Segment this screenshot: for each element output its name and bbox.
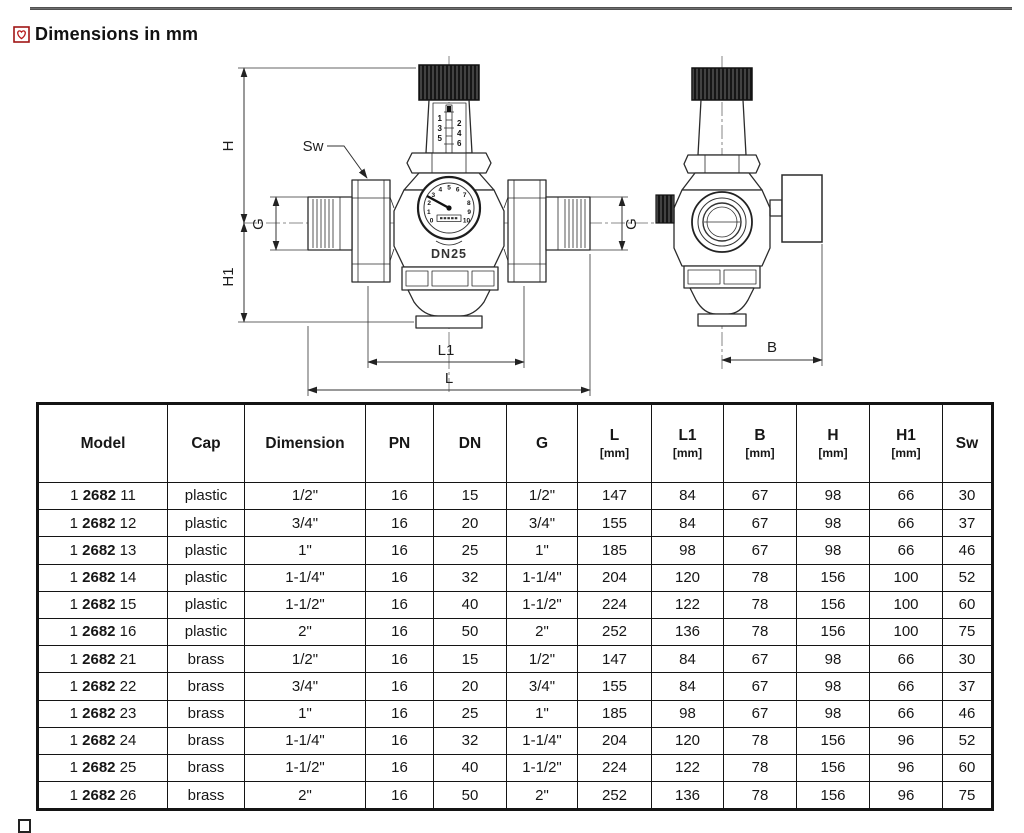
col-header-pn: PN [366, 404, 434, 483]
cell-g: 1-1/2" [507, 591, 578, 618]
gauge-number: 2 [427, 200, 432, 208]
cell-h: 98 [797, 510, 870, 537]
cell-cap: plastic [168, 510, 245, 537]
table-row [38, 537, 993, 564]
cell-pn: 16 [366, 537, 434, 564]
cell-g: 3/4" [507, 510, 578, 537]
cell-dimension: 1/2" [245, 646, 366, 673]
cell-dimension: 3/4" [245, 510, 366, 537]
cell-dn: 20 [434, 673, 507, 700]
cell-sw: 46 [943, 537, 993, 564]
cell-pn: 16 [366, 564, 434, 591]
cell-b: 78 [724, 564, 797, 591]
col-header-dn: DN [434, 404, 507, 483]
cell-dimension: 1-1/4" [245, 564, 366, 591]
cell-h: 156 [797, 754, 870, 781]
cell-h: 98 [797, 673, 870, 700]
top-rule [30, 7, 1012, 10]
cell-l1: 98 [652, 537, 724, 564]
cell-pn: 16 [366, 483, 434, 510]
technical-drawing [0, 50, 1024, 400]
cell-h1: 96 [870, 782, 943, 810]
cell-sw: 30 [943, 646, 993, 673]
cell-g: 1-1/4" [507, 564, 578, 591]
cell-dn: 40 [434, 591, 507, 618]
cell-l1: 122 [652, 754, 724, 781]
heart-logo-icon [13, 26, 30, 43]
cell-model: 1 2682 21 [38, 646, 168, 673]
side-adjustment-knob [692, 68, 752, 100]
cell-model: 1 2682 22 [38, 673, 168, 700]
gauge-number: 1 [426, 209, 431, 217]
cell-l1: 84 [652, 483, 724, 510]
cell-h1: 66 [870, 700, 943, 727]
cell-l: 252 [578, 782, 652, 810]
cell-l1: 84 [652, 673, 724, 700]
front-view [220, 56, 672, 396]
cell-cap: brass [168, 782, 245, 810]
gauge-number: 4 [438, 186, 443, 194]
cell-sw: 60 [943, 754, 993, 781]
cell-b: 67 [724, 700, 797, 727]
col-header-dimension: Dimension [245, 404, 366, 483]
cell-dimension: 1-1/4" [245, 727, 366, 754]
dim-label-g-left: G [250, 218, 267, 230]
cell-pn: 16 [366, 700, 434, 727]
cell-model: 1 2682 23 [38, 700, 168, 727]
cell-h1: 100 [870, 564, 943, 591]
adjustment-knob [419, 65, 479, 100]
cell-h1: 66 [870, 510, 943, 537]
gauge-number: 8 [466, 200, 471, 208]
dim-label-h: H [220, 140, 237, 152]
gauge-number: 6 [455, 186, 460, 194]
cell-model: 1 2682 13 [38, 537, 168, 564]
cell-model: 1 2682 12 [38, 510, 168, 537]
scale-number: 1 [437, 114, 442, 123]
cell-b: 67 [724, 510, 797, 537]
cell-h: 156 [797, 591, 870, 618]
cell-pn: 16 [366, 646, 434, 673]
cell-h1: 100 [870, 618, 943, 645]
cell-pn: 16 [366, 510, 434, 537]
cell-model: 1 2682 24 [38, 727, 168, 754]
cell-pn: 16 [366, 754, 434, 781]
cell-g: 1" [507, 537, 578, 564]
cell-sw: 60 [943, 591, 993, 618]
cell-l: 155 [578, 673, 652, 700]
lower-housing [402, 267, 498, 328]
cell-cap: plastic [168, 564, 245, 591]
cell-cap: plastic [168, 618, 245, 645]
col-header-b: B [mm] [724, 404, 797, 483]
cell-g: 1" [507, 700, 578, 727]
cell-h1: 66 [870, 646, 943, 673]
cell-h: 156 [797, 782, 870, 810]
table-body [38, 483, 993, 810]
cell-l: 252 [578, 618, 652, 645]
table-row [38, 646, 993, 673]
scale-number: 6 [457, 139, 462, 148]
table-row [38, 782, 993, 810]
cell-dimension: 1" [245, 537, 366, 564]
cell-dimension: 1-1/2" [245, 754, 366, 781]
cell-h1: 96 [870, 754, 943, 781]
col-header-l: L [mm] [578, 404, 652, 483]
cell-h: 156 [797, 618, 870, 645]
cell-b: 67 [724, 483, 797, 510]
table-row [38, 591, 993, 618]
cell-b: 78 [724, 727, 797, 754]
cell-g: 2" [507, 782, 578, 810]
cell-l: 204 [578, 564, 652, 591]
cell-dimension: 1" [245, 700, 366, 727]
gauge-number: 3 [431, 192, 436, 200]
gauge-connector-stub [770, 200, 782, 216]
port-opening [692, 192, 752, 252]
cell-sw: 52 [943, 727, 993, 754]
dimension-g-left [250, 197, 308, 250]
gauge-number: 5 [447, 184, 451, 192]
cell-g: 3/4" [507, 673, 578, 700]
cell-dimension: 2" [245, 782, 366, 810]
cell-l: 147 [578, 646, 652, 673]
cell-dn: 32 [434, 564, 507, 591]
cell-pn: 16 [366, 673, 434, 700]
cell-dn: 25 [434, 700, 507, 727]
cell-g: 1/2" [507, 483, 578, 510]
scale-number: 2 [457, 119, 462, 128]
cell-g: 1-1/2" [507, 754, 578, 781]
cell-h: 156 [797, 564, 870, 591]
cell-dn: 20 [434, 510, 507, 537]
dim-label-g-right: G [623, 218, 640, 230]
cell-cap: plastic [168, 591, 245, 618]
cell-dn: 25 [434, 537, 507, 564]
cell-model: 1 2682 11 [38, 483, 168, 510]
cell-h1: 66 [870, 483, 943, 510]
cell-g: 1/2" [507, 646, 578, 673]
cell-model: 1 2682 14 [38, 564, 168, 591]
cell-h: 98 [797, 537, 870, 564]
table-row [38, 727, 993, 754]
cell-l1: 120 [652, 564, 724, 591]
col-header-cap: Cap [168, 404, 245, 483]
cell-l1: 98 [652, 700, 724, 727]
cell-cap: brass [168, 673, 245, 700]
cell-l1: 120 [652, 727, 724, 754]
cell-model: 1 2682 26 [38, 782, 168, 810]
cell-dimension: 3/4" [245, 673, 366, 700]
table-header-row [38, 404, 993, 483]
table-row [38, 673, 993, 700]
side-view [656, 56, 822, 372]
page-title: Dimensions in mm [35, 24, 199, 44]
cell-sw: 52 [943, 564, 993, 591]
table-row [38, 700, 993, 727]
cell-l: 224 [578, 754, 652, 781]
dn-size-label: DN25 [431, 247, 467, 261]
cell-pn: 16 [366, 591, 434, 618]
dim-label-l1: L1 [437, 342, 455, 359]
cell-dn: 50 [434, 782, 507, 810]
cell-sw: 75 [943, 618, 993, 645]
col-header-h: H [mm] [797, 404, 870, 483]
cell-h1: 66 [870, 537, 943, 564]
cell-cap: plastic [168, 537, 245, 564]
gauge-number: 7 [462, 192, 467, 200]
cell-dn: 50 [434, 618, 507, 645]
gauge-side-block [782, 175, 822, 242]
side-small-knob [656, 195, 674, 223]
cell-b: 78 [724, 782, 797, 810]
cell-l: 155 [578, 510, 652, 537]
hex-nut [407, 153, 491, 173]
page-edge-mark [18, 819, 31, 833]
col-header-sw: Sw [943, 404, 993, 483]
cell-l: 204 [578, 727, 652, 754]
cell-h1: 100 [870, 591, 943, 618]
scale-number: 4 [457, 129, 462, 138]
table-row [38, 754, 993, 781]
cell-cap: brass [168, 700, 245, 727]
cell-cap: plastic [168, 483, 245, 510]
cell-b: 78 [724, 754, 797, 781]
union-nut-left [352, 180, 390, 282]
table-row [38, 510, 993, 537]
cell-cap: brass [168, 646, 245, 673]
threaded-end-left [308, 197, 352, 250]
cell-model: 1 2682 16 [38, 618, 168, 645]
side-lower-housing [684, 266, 760, 326]
cell-l1: 84 [652, 646, 724, 673]
cell-pn: 16 [366, 727, 434, 754]
sw-callout [303, 138, 367, 178]
col-header-g: G [507, 404, 578, 483]
dimension-g-right [590, 197, 640, 250]
cell-dn: 32 [434, 727, 507, 754]
dimensions-table [36, 402, 994, 811]
dim-label-l: L [444, 370, 454, 387]
cell-l: 185 [578, 537, 652, 564]
cell-h: 98 [797, 646, 870, 673]
cell-h1: 66 [870, 673, 943, 700]
cell-h: 98 [797, 483, 870, 510]
cell-dimension: 1/2" [245, 483, 366, 510]
cell-g: 1-1/4" [507, 727, 578, 754]
gauge-number: 0 [429, 217, 434, 225]
cell-cap: brass [168, 727, 245, 754]
cell-dn: 40 [434, 754, 507, 781]
setting-scale [426, 100, 472, 153]
dim-label-sw: Sw [302, 138, 324, 155]
valve-drawing-svg [0, 50, 1024, 400]
cell-h1: 96 [870, 727, 943, 754]
gauge-number: 10 [462, 217, 471, 225]
threaded-end-right [546, 197, 590, 250]
col-header-model: Model [38, 404, 168, 483]
title-bar [13, 24, 198, 45]
cell-sw: 46 [943, 700, 993, 727]
cell-model: 1 2682 15 [38, 591, 168, 618]
cell-dn: 15 [434, 646, 507, 673]
cell-h: 156 [797, 727, 870, 754]
cell-h: 98 [797, 700, 870, 727]
cell-b: 78 [724, 618, 797, 645]
col-header-h1: H1 [mm] [870, 404, 943, 483]
col-header-l1: L1 [mm] [652, 404, 724, 483]
scale-number: 5 [437, 134, 442, 143]
cell-sw: 30 [943, 483, 993, 510]
cell-cap: brass [168, 754, 245, 781]
cell-dimension: 2" [245, 618, 366, 645]
cell-dn: 15 [434, 483, 507, 510]
cell-g: 2" [507, 618, 578, 645]
cell-sw: 75 [943, 782, 993, 810]
table-row [38, 618, 993, 645]
cell-b: 67 [724, 537, 797, 564]
cell-l: 224 [578, 591, 652, 618]
cell-model: 1 2682 25 [38, 754, 168, 781]
union-nut-right [508, 180, 546, 282]
scale-number: 3 [437, 124, 442, 133]
cell-dimension: 1-1/2" [245, 591, 366, 618]
cell-b: 78 [724, 591, 797, 618]
table-row [38, 564, 993, 591]
cell-sw: 37 [943, 510, 993, 537]
cell-b: 67 [724, 646, 797, 673]
cell-l: 185 [578, 700, 652, 727]
cell-l1: 84 [652, 510, 724, 537]
cell-l1: 136 [652, 618, 724, 645]
gauge-number: 9 [467, 209, 472, 217]
cell-l1: 122 [652, 591, 724, 618]
dim-label-b: B [766, 339, 778, 356]
cell-pn: 16 [366, 782, 434, 810]
cell-sw: 37 [943, 673, 993, 700]
cell-b: 67 [724, 673, 797, 700]
cell-l1: 136 [652, 782, 724, 810]
dim-label-h1: H1 [220, 267, 237, 287]
cell-pn: 16 [366, 618, 434, 645]
cell-l: 147 [578, 483, 652, 510]
table-row [38, 483, 993, 510]
